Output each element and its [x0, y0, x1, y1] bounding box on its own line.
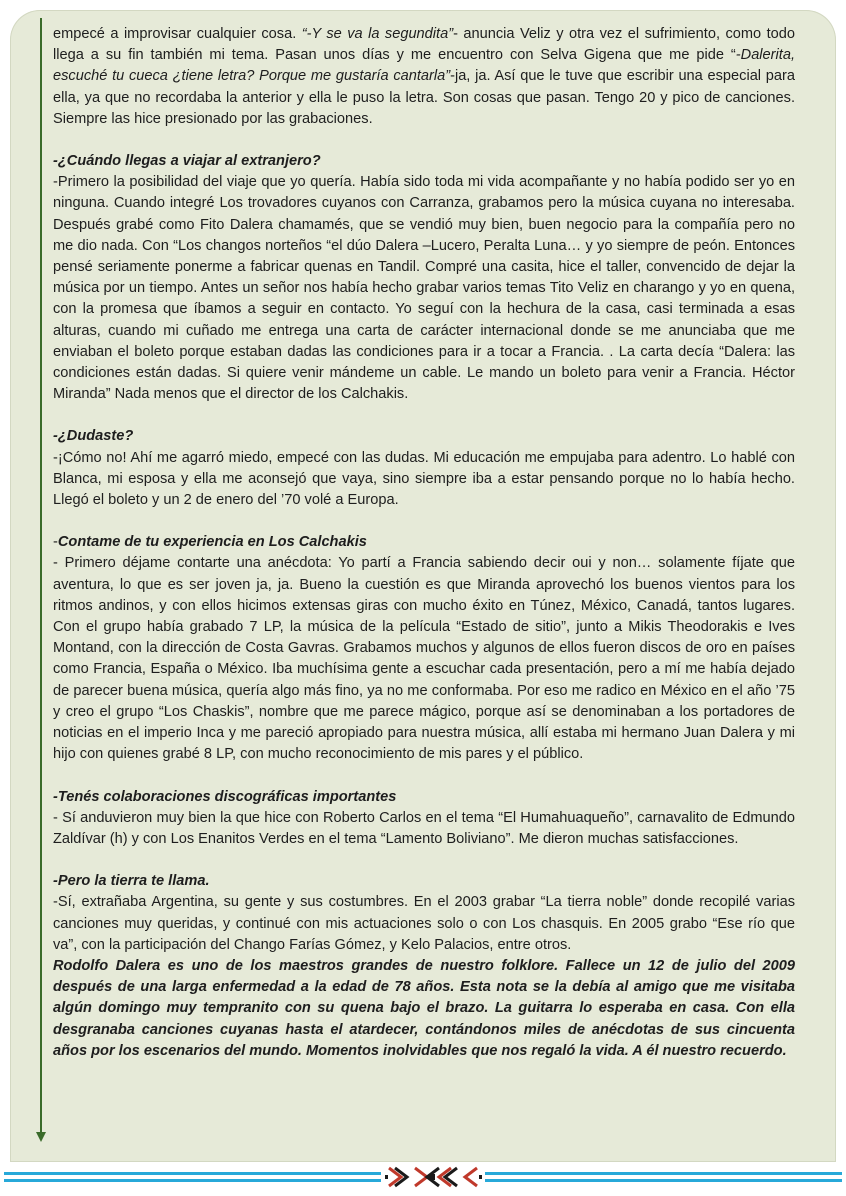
quote-segundita: “-Y se va la segundita”: [301, 26, 454, 42]
arrow-down-icon: [36, 1132, 46, 1142]
andean-pattern-icon: [381, 1162, 485, 1192]
closing-tribute: Rodolfo Dalera es uno de los maestros grandes de nuestro folklore. Fallece un 12 de julio del 2009 después de una larga enfermedad a la edad de 78 años. Esta nota se la debía al amigo que me visitaba algún domingo muy tempranito con su quena bajo el brazo. La guitarra lo esperaba en casa. Con ella desgranaba canciones cuyanas hasta el atardecer, contándonos miles de anécdotas de sus cincuenta años por los escenarios del mundo. Momentos inolvidables que nos regaló la vida. A él nuestro recuerdo.: [53, 957, 795, 1059]
answer-extranjero: -Primero la posibilidad del viaje que yo quería. Había sido toda mi vida acompañante y no había podido ser yo en ninguna. Cuando integré Los trovadores cuyanos con Carranza, grabamos pero la música cuyana no interesaba. Después grabé como Fito Dalera chamamés, que se vendió muy bien, buen negocio para la compañía pero no me dio nada. Con “Los changos norteños “el dúo Dalera –Lucero, Peralta Luna… y yo siempre de peón. Entonces pensé seriamente ponerme a fabricar quenas en Tandil. Compré una casita, hice el taller, convencido de dejar la música por un tiempo. Antes un señor nos había hecho grabar varios temas Tito Veliz en charango y yo en quena, con la promesa que íbamos a seguir en contacto. Yo seguí con la hechura de la casa, casi terminada a esas alturas, cuando mi cuñado me entrega una carta de carácter internacional donde se me anunciaba que me enviaban el boleto porque estaban dadas las condiciones para ir a tocar a Francia. . La carta decía “Dalera: las condiciones están dadas. Si quiere venir mándeme un cable. Le mando un boleto para venir a Francia. Héctor Miranda” Nada menos que el director de los Calchakis.: [53, 174, 795, 403]
answer-tierra: -Sí, extrañaba Argentina, su gente y sus costumbres. En el 2003 grabar “La tierra noble” donde recopilé varias canciones muy queridas, y continué con mis actuaciones solo o con Los chasquis. En 2005 grabo “Ese río que va”, con la participación del Chango Farías Gómez, y Kelo Palacios, entre otros.: [53, 894, 795, 953]
answer-colaboraciones: - Sí anduvieron muy bien la que hice con Roberto Carlos en el tema “El Humahuaqueño”, carnavalito de Edmundo Zaldívar (h) y con Los Enanitos Verdes en el tema “Lamento Boliviano”. Me dieron muchas satisfacciones.: [53, 809, 795, 847]
answer-calchakis: - Primero déjame contarte una anécdota: Yo partí a Francia sabiendo decir oui y non… solamente fíjate que aventura, lo que es ser joven ja, ja. Bueno la cuestión es que Miranda aprovechó los buenos vientos para los ritmos andinos, y con ellos hicimos extensas giras con mucho éxito en Túnez, México, Canadá, tantos lugares. Con el grupo había grabado 7 LP, la música de la película “Estado de sitio”, junto a Mikis Theodorakis e Ives Montand, con la dirección de Costa Gavras. Grabamos muchos y algunos de ellos fueron discos de oro en países como Francia, España o México. Iba muchísima gente a escuchar cada presentación, pero a mí me había dejado de parecer buena música, quería algo más fino, ya no me conformaba. Por eso me radico en México en el año ’75 y creo el grupo “Los Chaskis”, nombre que me parece mágico, porque así se denominaban a los portadores de noticias en el imperio Inca y me pareció apropiado para nuestra música, allí estaba mi hermano Juan Dalera y mi hijo con quienes grabé 8 LP, con mucho reconocimiento de mis pares y el público.: [53, 555, 795, 763]
question-tierra: -Pero la tierra te llama.: [53, 873, 210, 890]
quote-dalerita: -Dalerita, escuché tu cueca ¿tiene letra? Porque me gustaría cantarla”: [53, 47, 795, 85]
answer-dudaste: -¡Cómo no! Ahí me agarró miedo, empecé con las dudas. Mi educación me empujaba para adentro. Lo hablé con Blanca, mi esposa y ella me aconsejó que vaya, sino siempre iba a estar pensando porque no lo había hecho. Llegó el boleto y un 2 de enero del ’70 volé a Europa.: [53, 449, 795, 509]
left-vertical-rule: [40, 18, 42, 1134]
question-dudaste: -¿Dudaste?: [53, 428, 134, 445]
article-body: [53, 24, 795, 1062]
paragraph-intro: empecé a improvisar cualquier cosa. “-Y se va la segundita”- anuncia Veliz y otra vez el sufrimiento, como todo llega a su fin también mi tema. Pasan unos días y me encuentro con Selva Gigena que me pide “-Dalerita, escuché tu cueca ¿tiene letra? Porque me gustaría cantarla”-ja, ja. Así que le tuve que escribir una especial para ella, ya que no recordaba la anterior y ella le puso la letra. Son cosas que pasan. Tengo 20 y pico de canciones. Siempre las hice presionado por las grabaciones.: [53, 26, 796, 127]
question-extranjero: -¿Cuándo llegas a viajar al extranjero?: [53, 153, 321, 170]
question-colaboraciones: -Tenés colaboraciones discográficas importantes: [53, 788, 397, 805]
question-calchakis: -Contame de tu experiencia en Los Calchakis: [53, 534, 367, 551]
